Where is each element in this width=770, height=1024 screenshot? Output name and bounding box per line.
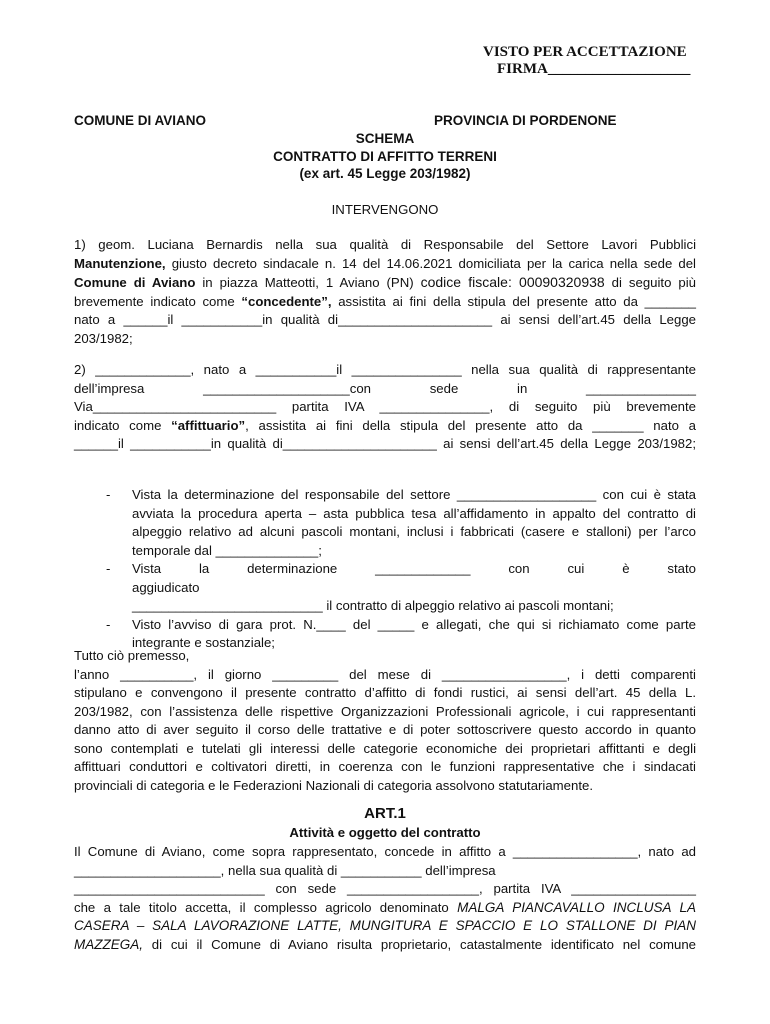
- schema-heading: SCHEMA: [355, 131, 415, 146]
- text-line: ______il ___________in qualità di_____________________ ai sensi dell’art.45 della Legge 203/1982;: [74, 436, 696, 451]
- text-span: indicato come: [74, 417, 172, 433]
- firma-line: FIRMA___________________: [497, 61, 691, 77]
- text-line: 203/1982, con l’assistenza delle rispettive Organizzazioni Professionali agricole, i cui rappresentanti: [74, 703, 696, 719]
- text-line: nato a ______il ___________in qualità di_____________________ ai sensi dell’art.45 della Legge: [74, 312, 696, 327]
- list-item: [74, 486, 696, 560]
- text-line: Il Comune di Aviano, come sopra rappresentato, concede in affitto a _________________, nato ad: [74, 844, 696, 859]
- text-line: 2) _____________, nato a ___________il _______________ nella sua qualità di rappresentante: [74, 362, 696, 377]
- text-line: sono contemplati e tutelati gli interessi delle categorie economiche dei proprietari affittanti e degli: [74, 740, 696, 756]
- text-line: CASERA – SALA LAVORAZIONE LATTE, MUNGITURA E SPACCIO E LO STALLONE DI PIAN: [74, 918, 696, 933]
- text-line: Vista la determinazione del responsabile del settore ___________________ con cui è stata: [132, 487, 696, 502]
- text-line: temporale dal ______________;: [132, 542, 322, 558]
- italic-text: MAZZEGA,: [74, 936, 144, 952]
- party2-paragraph: [74, 361, 696, 454]
- text-line: __________________________ con sede __________________, partita IVA _________________: [74, 881, 696, 896]
- party1-paragraph: [74, 236, 696, 348]
- text-line: Via_________________________ partita IVA _______________, di seguito più brevemente: [74, 399, 696, 414]
- text-line: dell’impresa ____________________con sede in _______________: [74, 380, 696, 396]
- text-line: alpeggio relativo ad alcuni pascoli montani, inclusi i fabbricati (casere e stalloni) per l’arco: [132, 524, 696, 539]
- text-line: integrante e sostanziale;: [132, 635, 275, 650]
- text-line: Tutto ciò premesso,: [74, 648, 190, 663]
- article-paragraph: [74, 843, 696, 954]
- text-span: di seguito più: [604, 275, 696, 290]
- text-line: affittuari conduttori e coltivatori diretti, in coerenza con le funzioni rappresentative che i sindacati: [74, 759, 696, 774]
- codice-fiscale: codice fiscale: 00090320938: [420, 274, 605, 290]
- text-line: provinciali di categoria e le Federazioni Nazionali di categoria assolvono statutariamente.: [74, 777, 593, 793]
- bold-text: “affittuario”: [171, 417, 246, 433]
- bold-text: “concedente”,: [241, 293, 332, 309]
- text-line: l’anno __________, il giorno _________ del mese di _________________, i detti comparenti: [74, 666, 696, 682]
- text-span: che a tale titolo accetta, il complesso agricolo denominato: [74, 899, 458, 915]
- text-line: Visto l’avviso di gara prot. N.____ del _____ e allegati, che qui si richiamato come parte: [132, 616, 696, 632]
- intervengono-heading: INTERVENGONO: [331, 202, 439, 217]
- provincia-heading: PROVINCIA DI PORDENONE: [434, 113, 617, 128]
- visto-label: VISTO PER ACCETTAZIONE: [483, 44, 687, 60]
- bold-text: Comune di Aviano: [74, 275, 196, 290]
- dash-bullet: -: [106, 487, 111, 502]
- contract-title: CONTRATTO DI AFFITTO TERRENI: [273, 149, 497, 164]
- text-span: in piazza Matteotti, 1 Aviano (PN): [195, 275, 421, 290]
- premises-list: [74, 486, 696, 653]
- law-reference: (ex art. 45 Legge 203/1982): [299, 166, 471, 181]
- text-span: brevemente indicato come: [74, 293, 242, 309]
- text-line: 203/1982;: [74, 330, 133, 346]
- article-title: ART.1: [364, 805, 406, 822]
- bold-text: Manutenzione,: [74, 255, 166, 271]
- text-span: di cui il Comune di Aviano risulta proprietario, catastalmente identificato nel comune: [143, 936, 696, 952]
- text-span: assistita ai fini della stipula del presente atto da _______: [331, 293, 696, 309]
- text-line: [74, 936, 696, 955]
- text-line: [74, 899, 696, 918]
- text-line: ____________________, nella sua qualità di ___________ dell’impresa: [74, 862, 496, 878]
- text-line: [74, 255, 696, 274]
- text-span: , assistita ai fini della stipula del presente atto da _______ nato a: [245, 417, 696, 433]
- article-subtitle: Attività e oggetto del contratto: [289, 825, 481, 840]
- premessa-paragraph: [74, 647, 696, 795]
- text-line: Vista la determinazione _____________ con cui è stato aggiudicato: [132, 561, 696, 595]
- text-line: avviata la procedura aperta – asta pubblica tesa all’affidamento in appalto del contratto di: [132, 505, 696, 521]
- text-line: 1) geom. Luciana Bernardis nella sua qualità di Responsabile del Settore Lavori Pubblici: [74, 237, 696, 252]
- text-line: stipulano e convengono il presente contratto d’affitto di fondi rustici, ai sensi dell’art. 45 della L.: [74, 685, 696, 700]
- text-line: [74, 417, 696, 436]
- text-span: giusto decreto sindacale n. 14 del 14.06.2021 domiciliata per la carica nella sede del: [165, 255, 696, 271]
- text-line: danno atto di aver seguito il corso delle trattative e di poter sottoscrivere questo accordo in quanto: [74, 722, 696, 737]
- dash-bullet: -: [106, 561, 111, 576]
- italic-text: MALGA PIANCAVALLO INCLUSA LA: [457, 899, 696, 915]
- list-item: [74, 560, 696, 616]
- comune-heading: COMUNE DI AVIANO: [74, 113, 207, 128]
- dash-bullet: -: [106, 616, 111, 632]
- text-line: [74, 293, 696, 312]
- text-line: [74, 273, 696, 293]
- text-line: __________________________ il contratto di alpeggio relativo ai pascoli montani;: [132, 598, 614, 613]
